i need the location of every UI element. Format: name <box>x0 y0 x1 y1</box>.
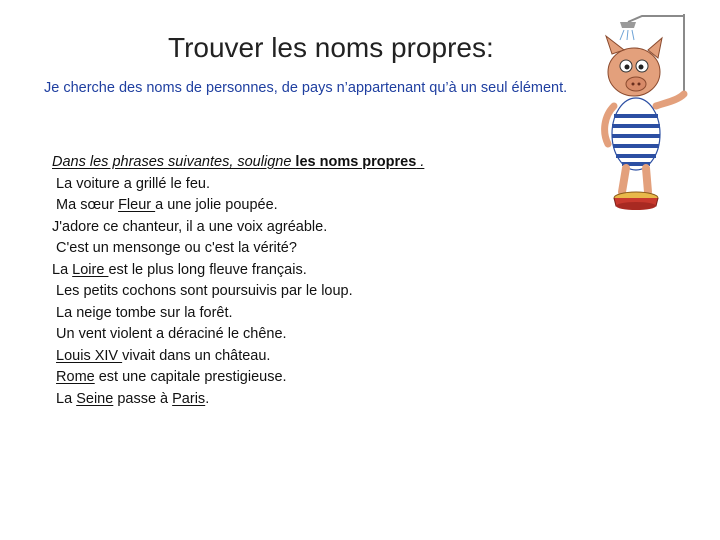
sentence-line <box>52 303 424 325</box>
sentence-text: est une capitale prestigieuse. <box>94 369 287 385</box>
sentence-line <box>52 238 424 260</box>
sentence-text: La <box>52 261 73 278</box>
sentence-text: La <box>56 390 77 407</box>
sentence-text: est le plus long fleuve français. <box>108 261 307 278</box>
proper-noun: Rome <box>56 369 95 385</box>
proper-noun: Loire <box>72 261 109 278</box>
instruction-strong: les noms propres <box>295 154 417 170</box>
sentence-line <box>52 195 424 217</box>
sentence-text: Les petits cochons sont poursuivis par le loup. <box>56 283 353 299</box>
sentence-text: passe à <box>113 390 173 407</box>
sentence-text: Un vent violent a déraciné le chêne. <box>56 326 287 342</box>
sentence-line <box>52 174 424 196</box>
instruction-suffix: . <box>416 154 425 170</box>
pig-in-shower-icon <box>590 6 690 212</box>
sentence-text: C'est un mensonge ou c'est la vérité? <box>56 240 297 256</box>
sentence-line <box>52 389 424 411</box>
sentence-line <box>52 217 424 239</box>
sentence-text: . <box>205 390 210 407</box>
intro-text: Je cherche des noms de personnes, de pays n’appartenant qu’à un seul élément. <box>44 80 568 96</box>
proper-noun: Paris <box>172 390 206 407</box>
exercise-text <box>52 152 424 410</box>
sentence-line <box>52 260 424 282</box>
sentence-text: vivait dans un château. <box>122 347 271 364</box>
proper-noun: Seine <box>76 390 114 407</box>
sentence-line <box>52 324 424 346</box>
proper-noun: Louis XIV <box>56 347 123 364</box>
page-title: Trouver les noms propres: <box>168 32 494 63</box>
sentence-line <box>52 346 424 368</box>
sentence-text: La voiture a grillé le feu. <box>56 175 210 192</box>
sentence-line <box>52 367 424 389</box>
sentence-line <box>52 281 424 303</box>
sentence-text: a une jolie poupée. <box>155 197 278 213</box>
sentence-text: Ma sœur <box>56 197 119 213</box>
sentence-text: La neige tombe sur la forêt. <box>56 304 233 321</box>
sentence-text: J'adore ce chanteur, il a une voix agréable. <box>52 218 328 235</box>
proper-noun: Fleur <box>118 197 156 213</box>
sentence-list <box>52 174 424 411</box>
instruction-line <box>52 152 424 174</box>
instruction-prefix: Dans les phrases suivantes, souligne <box>52 154 296 170</box>
